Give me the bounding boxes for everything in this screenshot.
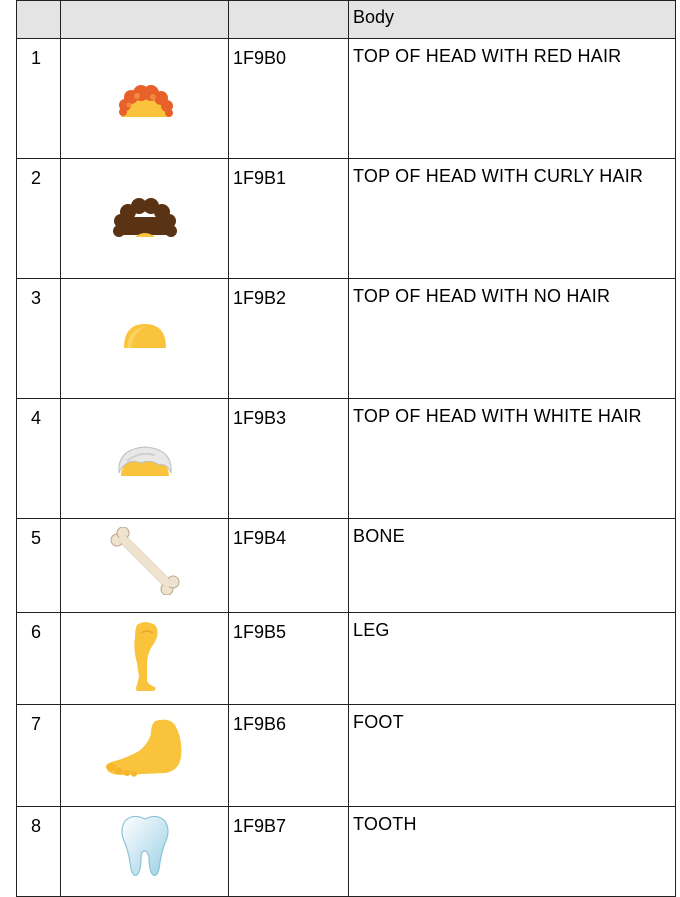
table-row (17, 279, 676, 399)
emoji-image-cell (61, 159, 229, 279)
name-cell: BONE (349, 519, 676, 613)
name-cell: TOP OF HEAD WITH WHITE HAIR (349, 399, 676, 519)
code-cell: 1F9B2 (229, 279, 349, 399)
emoji-image-cell (61, 705, 229, 807)
emoji-image-cell (61, 519, 229, 613)
emoji-image-cell (61, 613, 229, 705)
emoji-image-cell (61, 39, 229, 159)
table-row (17, 613, 676, 705)
row-number-cell: 1 (17, 39, 61, 159)
name-cell: LEG (349, 613, 676, 705)
tooth-icon (61, 813, 228, 879)
row-number-cell: 7 (17, 705, 61, 807)
emoji-table (16, 0, 676, 897)
header-cell-2 (61, 1, 229, 39)
row-number-cell: 6 (17, 613, 61, 705)
row-number-cell: 2 (17, 159, 61, 279)
code-cell: 1F9B7 (229, 807, 349, 897)
bone-icon (61, 527, 228, 595)
row-number-cell: 4 (17, 399, 61, 519)
foot-icon (61, 717, 228, 779)
red-hair-head-icon (61, 83, 228, 119)
leg-icon (61, 619, 228, 693)
row-number-cell: 3 (17, 279, 61, 399)
header-cell-1 (17, 1, 61, 39)
table-row (17, 39, 676, 159)
name-cell: FOOT (349, 705, 676, 807)
code-cell: 1F9B1 (229, 159, 349, 279)
table-row (17, 705, 676, 807)
header-cell-category: Body (349, 1, 676, 39)
emoji-image-cell (61, 807, 229, 897)
table-row (17, 519, 676, 613)
table-row (17, 807, 676, 897)
code-cell: 1F9B5 (229, 613, 349, 705)
bald-head-icon (61, 323, 228, 349)
code-cell: 1F9B3 (229, 399, 349, 519)
code-cell: 1F9B4 (229, 519, 349, 613)
code-cell: 1F9B0 (229, 39, 349, 159)
name-cell: TOOTH (349, 807, 676, 897)
code-cell: 1F9B6 (229, 705, 349, 807)
emoji-image-cell (61, 279, 229, 399)
curly-hair-head-icon (61, 197, 228, 239)
table-row (17, 159, 676, 279)
header-cell-3 (229, 1, 349, 39)
name-cell: TOP OF HEAD WITH RED HAIR (349, 39, 676, 159)
name-cell: TOP OF HEAD WITH NO HAIR (349, 279, 676, 399)
table-header-row (17, 1, 676, 39)
row-number-cell: 5 (17, 519, 61, 613)
name-cell: TOP OF HEAD WITH CURLY HAIR (349, 159, 676, 279)
row-number-cell: 8 (17, 807, 61, 897)
emoji-image-cell (61, 399, 229, 519)
table-row (17, 399, 676, 519)
white-hair-head-icon (61, 443, 228, 477)
